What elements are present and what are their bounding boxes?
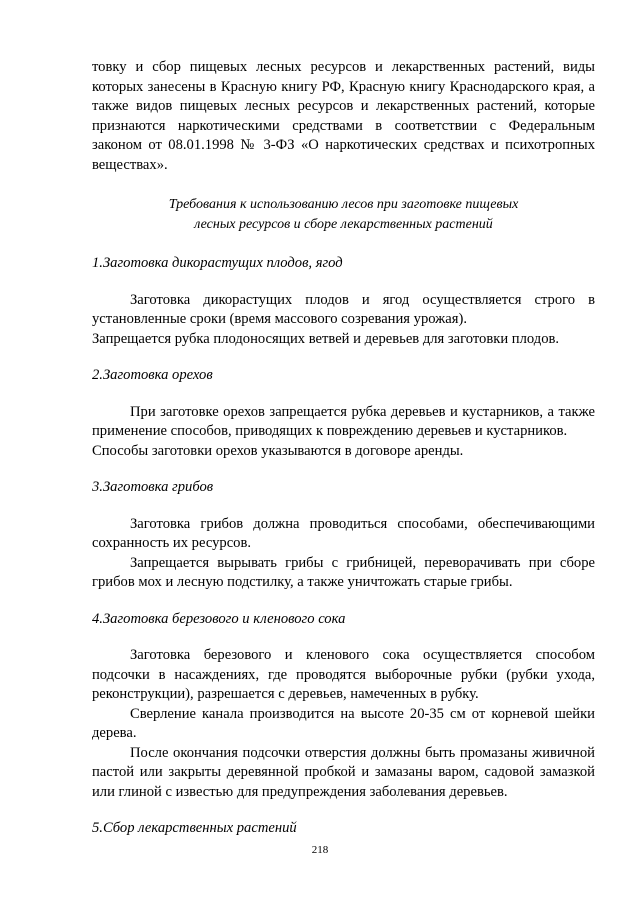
- section-title-line-2: лесных ресурсов и сборе лекарственных растений: [194, 216, 493, 232]
- section-title-line-1: Требования к использованию лесов при заготовке пищевых: [168, 197, 519, 212]
- paragraph-fruits-2: Запрещается рубка плодоносящих ветвей и деревьев для заготовки плодов.: [92, 330, 560, 347]
- page-number: 218: [311, 844, 329, 856]
- page-body: [92, 58, 595, 856]
- paragraph-nuts-2: Способы заготовки орехов указываются в договоре аренды.: [92, 442, 464, 459]
- heading-fruits-berries: 1.Заготовка дикорастущих плодов, ягод: [92, 255, 343, 271]
- heading-nuts: 2.Заготовка орехов: [92, 367, 213, 383]
- heading-sap: 4.Заготовка березового и кленового сока: [92, 610, 346, 627]
- paragraph-sap-2: Сверление канала производится на высоте 20-35 см от корневой шейки дерева.: [92, 705, 595, 741]
- paragraph-fruits-1: Заготовка дикорастущих плодов и ягод осуществляется строго в установленные сроки (время массового созревания урожая).: [92, 291, 595, 327]
- paragraph-mushrooms-1: Заготовка грибов должна проводиться способами, обеспечивающими сохранность их ресурсов.: [92, 515, 595, 551]
- paragraph-sap-1: Заготовка березового и кленового сока осуществляется способом подсочки в насаждениях, где проводятся выборочные рубки (рубки ухода, реконструкции), разрешается с деревьев, намеченных в рубку.: [92, 647, 595, 702]
- paragraph-nuts-1: При заготовке орехов запрещается рубка деревьев и кустарников, а также применение способов, приводящих к повреждению деревьев и кустарников.: [92, 403, 595, 439]
- paragraph-sap-3: После окончания подсочки отверстия должны быть промазаны живичной пастой или закрыты деревянной пробкой и замазаны варом, садовой замазкой или глиной с известью для предупреждения заболевания деревьев.: [92, 744, 595, 800]
- paragraph-mushrooms-2: Запрещается вырывать грибы с грибницей, переворачивать при сборе грибов мох и лесную подстилку, а также уничтожать старые грибы.: [92, 554, 595, 590]
- continuation-paragraph: товку и сбор пищевых лесных ресурсов и лекарственных растений, виды которых занесены в Красную книгу РФ, Красную книгу Краснодарского края, а также видов пищевых лесных ресурсов и лекарственных растений, которые признаются наркотическими средствами в соответствии с Федеральным законом от 08.01.1998 № 3-ФЗ «О наркотических средствах и психотропных веществах».: [92, 59, 595, 173]
- heading-medicinal-plants: 5.Сбор лекарственных растений: [92, 820, 297, 836]
- section-title: [92, 195, 595, 234]
- heading-mushrooms: 3.Заготовка грибов: [92, 479, 214, 495]
